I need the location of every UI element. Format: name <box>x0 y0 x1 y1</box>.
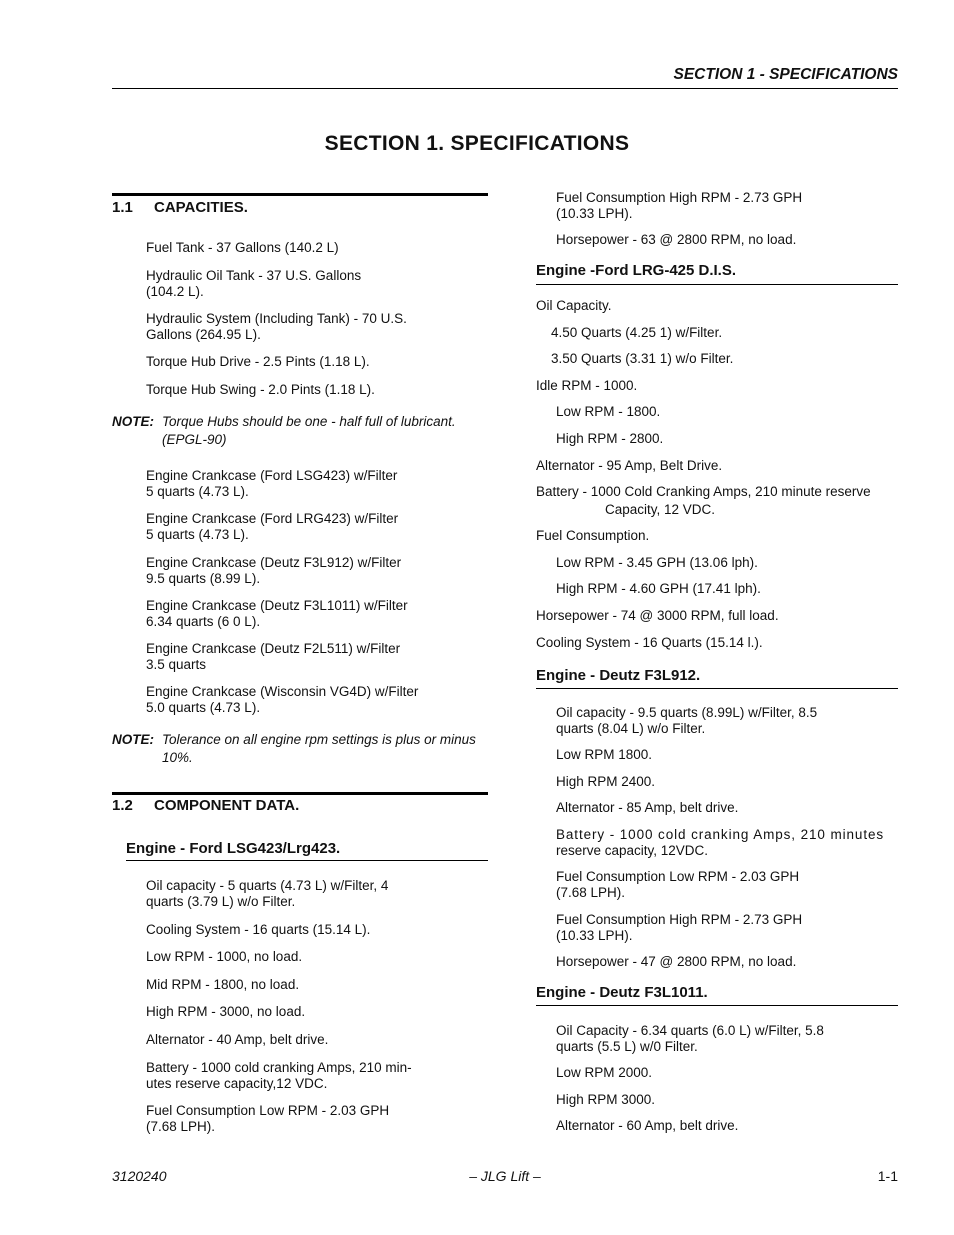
list-item <box>146 268 361 299</box>
note-text: Torque Hubs should be one - half full of lubricant. <box>162 414 456 429</box>
item-text: Alternator - 60 Amp, belt drive. <box>556 1118 739 1133</box>
list-item <box>556 912 802 943</box>
list-item <box>146 555 401 586</box>
item-text: Torque Hub Drive - 2.5 Pints (1.18 L). <box>146 354 370 369</box>
item-text: 9.5 quarts (8.99 L). <box>146 570 261 586</box>
list-item <box>146 598 408 629</box>
list-item: 4.50 Quarts (4.25 1) w/Filter. <box>551 325 723 340</box>
list-item <box>146 468 397 499</box>
item-text: Low RPM 2000. <box>556 1065 653 1080</box>
list-item: Fuel Consumption. <box>536 528 650 543</box>
item-text: Torque Hub Swing - 2.0 Pints (1.18 L). <box>146 382 375 397</box>
list-item <box>146 684 418 715</box>
subheading-rule <box>536 688 898 689</box>
list-item: Alternator - 95 Amp, Belt Drive. <box>536 458 723 473</box>
item-text: 3.5 quarts <box>146 656 207 672</box>
item-text: Fuel Consumption Low RPM - 2.03 GPH <box>146 1103 390 1118</box>
list-item <box>556 747 652 763</box>
item-text: Low RPM - 1000, no load. <box>146 949 303 964</box>
list-item <box>146 311 407 342</box>
item-text: Hydraulic System (Including Tank) - 70 U.S. <box>146 311 407 326</box>
list-item <box>146 1060 412 1091</box>
item-text: Engine Crankcase (Deutz F2L511) w/Filter <box>146 641 401 656</box>
list-item <box>146 977 299 993</box>
note-text: 10%. <box>162 750 193 765</box>
footer-page-number: 1-1 <box>877 1168 898 1184</box>
item-text: (7.68 LPH). <box>146 1118 216 1134</box>
list-item: Low RPM - 3.45 GPH (13.06 lph). <box>556 555 758 570</box>
item-text: (7.68 LPH). <box>556 884 626 900</box>
list-item <box>556 232 796 248</box>
item-text: Alternator - 85 Amp, belt drive. <box>556 800 739 815</box>
footer-center: – JLG Lift – <box>469 1168 541 1184</box>
item-text: quarts (3.79 L) w/o Filter. <box>146 893 296 909</box>
section-title: COMPONENT DATA. <box>154 797 300 814</box>
list-item <box>556 774 655 790</box>
list-item <box>556 800 738 816</box>
list-item <box>146 240 339 256</box>
subheading-ford-lsg423: Engine - Ford LSG423/Lrg423. <box>126 840 341 857</box>
item-text: Engine Crankcase (Deutz F3L1011) w/Filter <box>146 598 408 613</box>
list-item: Battery - 1000 Cold Cranking Amps, 210 minute reserve <box>536 484 871 499</box>
list-item <box>556 1023 824 1054</box>
item-text: Engine Crankcase (Deutz F3L912) w/Filter <box>146 555 402 570</box>
item-text: Engine Crankcase (Ford LSG423) w/Filter <box>146 468 398 483</box>
list-item <box>146 1103 389 1134</box>
list-item <box>146 511 398 542</box>
item-text: Mid RPM - 1800, no load. <box>146 977 300 992</box>
item-text: High RPM 3000. <box>556 1092 656 1107</box>
list-item: 3.50 Quarts (3.31 1) w/o Filter. <box>551 351 734 366</box>
item-text: quarts (8.04 L) w/o Filter. <box>556 720 706 736</box>
list-item <box>556 1065 652 1081</box>
item-text: High RPM - 3000, no load. <box>146 1004 306 1019</box>
item-text: utes reserve capacity,12 VDC. <box>146 1075 328 1091</box>
note-label: NOTE: <box>112 732 154 747</box>
item-text: Fuel Consumption High RPM - 2.73 GPH <box>556 912 803 927</box>
item-text: Fuel Tank - 37 Gallons (140.2 L) <box>146 240 339 255</box>
item-text: 5 quarts (4.73 L). <box>146 526 249 542</box>
section-heading-component-data <box>112 797 299 814</box>
item-text: reserve capacity, 12VDC. <box>556 842 709 858</box>
subheading-rule <box>536 1005 898 1006</box>
item-text: Oil capacity - 9.5 quarts (8.99L) w/Filter, 8.5 <box>556 705 818 720</box>
list-item: Oil Capacity. <box>536 298 612 313</box>
list-item <box>146 382 375 398</box>
list-item <box>146 878 388 909</box>
item-text: quarts (5.5 L) w/0 Filter. <box>556 1038 698 1054</box>
section-number: 1.2 <box>112 797 133 814</box>
item-text: Fuel Consumption Low RPM - 2.03 GPH <box>556 869 800 884</box>
subheading-deutz-f3l1011: Engine - Deutz F3L1011. <box>536 984 708 1001</box>
item-text: Engine Crankcase (Ford LRG423) w/Filter <box>146 511 399 526</box>
running-header-title: SECTION 1 - SPECIFICATIONS <box>673 66 898 83</box>
item-text: Cooling System - 16 quarts (15.14 L). <box>146 922 371 937</box>
subheading-ford-lrg425: Engine -Ford LRG-425 D.I.S. <box>536 262 737 279</box>
list-item: Cooling System - 16 Quarts (15.14 l.). <box>536 635 763 650</box>
list-item <box>556 954 796 970</box>
item-text: (10.33 LPH). <box>556 927 633 943</box>
item-text: High RPM 2400. <box>556 774 656 789</box>
item-text: Hydraulic Oil Tank - 37 U.S. Gallons <box>146 268 362 283</box>
list-item <box>556 190 802 221</box>
list-item: Low RPM - 1800. <box>556 404 661 419</box>
item-text: Fuel Consumption High RPM - 2.73 GPH <box>556 190 803 205</box>
section-rule <box>112 193 488 196</box>
item-text: (10.33 LPH). <box>556 205 633 221</box>
running-header <box>112 64 898 89</box>
footer-doc-number: 3120240 <box>112 1168 167 1184</box>
note-text: Tolerance on all engine rpm settings is plus or minus <box>162 732 476 747</box>
list-item <box>556 1118 738 1134</box>
list-item <box>556 705 817 736</box>
subheading-rule <box>536 284 898 285</box>
list-item: Capacity, 12 VDC. <box>605 502 716 517</box>
note-torque-hubs <box>112 413 456 449</box>
section-title: CAPACITIES. <box>154 199 248 216</box>
list-item: Horsepower - 74 @ 3000 RPM, full load. <box>536 608 779 623</box>
list-item <box>146 922 370 938</box>
section-heading-capacities <box>112 199 248 216</box>
list-item <box>146 1032 328 1048</box>
item-text: Gallons (264.95 L). <box>146 326 261 342</box>
list-item <box>556 869 799 900</box>
note-rpm-tolerance <box>112 731 476 767</box>
list-item: High RPM - 2800. <box>556 431 664 446</box>
item-text: 5.0 quarts (4.73 L). <box>146 699 261 715</box>
list-item <box>146 949 302 965</box>
section-rule <box>112 792 488 795</box>
item-text: Battery - 1000 cold cranking Amps, 210 minutes <box>556 827 885 842</box>
note-label: NOTE: <box>112 414 154 429</box>
list-item <box>146 1004 305 1020</box>
item-text: 5 quarts (4.73 L). <box>146 483 249 499</box>
list-item <box>556 1092 655 1108</box>
item-text: Horsepower - 47 @ 2800 RPM, no load. <box>556 954 797 969</box>
list-item: Idle RPM - 1000. <box>536 378 638 393</box>
page-title: SECTION 1. SPECIFICATIONS <box>324 132 630 155</box>
item-text: Oil capacity - 5 quarts (4.73 L) w/Filter, 4 <box>146 878 389 893</box>
item-text: Alternator - 40 Amp, belt drive. <box>146 1032 329 1047</box>
list-item <box>556 827 884 858</box>
item-text: Engine Crankcase (Wisconsin VG4D) w/Filter <box>146 684 419 699</box>
item-text: Horsepower - 63 @ 2800 RPM, no load. <box>556 232 797 247</box>
subheading-deutz-f3l912: Engine - Deutz F3L912. <box>536 667 701 684</box>
item-text: 6.34 quarts (6 0 L). <box>146 613 261 629</box>
item-text: Low RPM 1800. <box>556 747 653 762</box>
list-item: High RPM - 4.60 GPH (17.41 lph). <box>556 581 761 596</box>
item-text: Battery - 1000 cold cranking Amps, 210 min- <box>146 1060 412 1075</box>
list-item <box>146 354 370 370</box>
note-text: (EPGL-90) <box>162 432 227 447</box>
item-text: Oil Capacity - 6.34 quarts (6.0 L) w/Filter, 5.8 <box>556 1023 824 1038</box>
list-item <box>146 641 400 672</box>
subheading-rule <box>126 860 488 861</box>
item-text: (104.2 L). <box>146 283 204 299</box>
section-number: 1.1 <box>112 199 133 216</box>
